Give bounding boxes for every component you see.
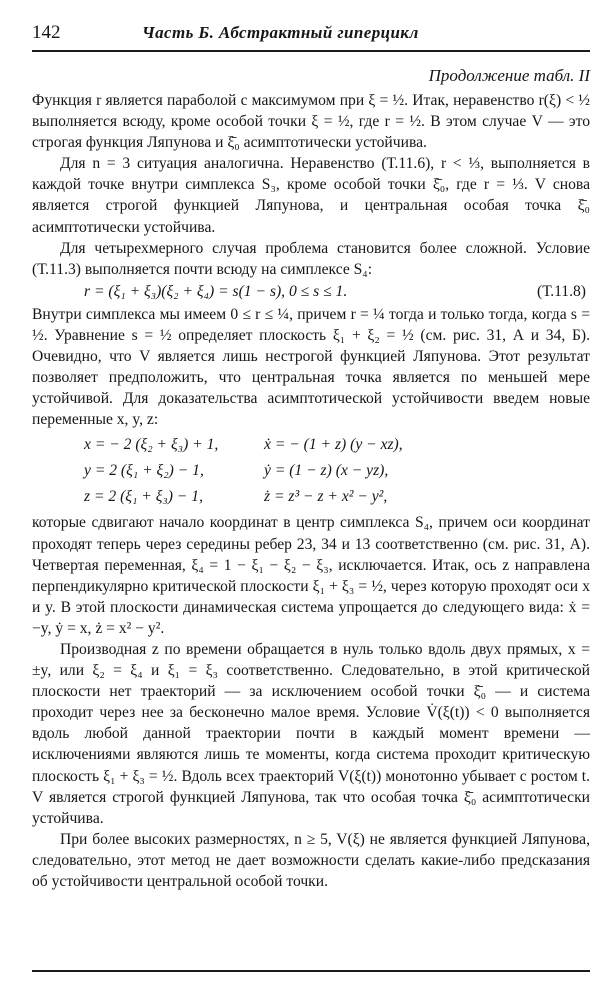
coordinate-system [32,432,590,510]
system-y-derivative: ẏ = (1 − z) (x − yz), [264,462,389,480]
running-title: Часть Б. Абстрактный гиперцикл [142,23,419,42]
system-y-definition: y = 2 (ξ₁ + ξ₂) − 1, [84,462,204,480]
paragraph-3: Для четырехмерного случая проблема становится более сложной. Условие (Т.11.3) выполняется почти всюду на симплексе S₄: [32,239,590,278]
system-row [84,458,590,484]
equation-t11-8 [32,280,590,304]
paragraph-5: которые сдвигают начало координат в центр симплекса S₄, причем оси координат проходят теперь через середины ребер 23, 34 и 13 соответственно (см. рис. 31, А). Четвертая переменная, ξ₄ = 1 − ξ₁ − ξ₂ − ξ₃, исключается. Итак, ось z направлена перпендикулярно критической плоскости ξ₁ + ξ₃ = ½, через которую проходят оси x и y. В этой плоскости динамическая система упрощается до следующего вида: ẋ = −y, ẏ = x, ż = x² − y². [32,514,590,637]
footer-rule [32,970,590,972]
system-x-derivative: ẋ = − (1 + z) (y − xz), [264,436,403,454]
system-z-derivative: ż = z³ − z + x² − y², [264,488,388,506]
paragraph-2: Для n = 3 ситуация аналогична. Неравенство (Т.11.6), r < ⅓, выполняется в каждой точке внутри симплекса S₃, кроме особой точки ξ̄₀, где r = ⅓. V снова является строгой функцией Ляпунова, и центральная особая точка ξ̄₀ асимптотически устойчива. [32,155,590,236]
paragraph-4: Внутри симплекса мы имеем 0 ≤ r ≤ ¼, причем r = ¼ тогда и только тогда, когда s = ½. Уравнение s = ½ определяет плоскость ξ₁ + ξ₂ = ½ (см. рис. 31, А и 34, Б). Очевидно, что V является лишь нестрогой функцией Ляпунова. Этот результат позволяет предположить, что центральная точка является по меньшей мере устойчивой. Для доказательства асимптотической устойчивости введем новые переменные x, y, z: [32,305,590,429]
equation-label: (Т.11.8) [537,282,586,300]
paragraph-7: При более высоких размерностях, n ≥ 5, V(ξ) не является функцией Ляпунова, следовательно, этот метод не дает возможности сделать какие-либо предсказания об устойчивости центральной особой точки. [32,830,590,890]
table-continuation-label: Продолжение табл. II [428,66,590,85]
book-page [32,22,590,972]
system-z-definition: z = 2 (ξ₁ + ξ₃) − 1, [84,488,204,506]
header-rule [32,50,590,52]
paragraph-1: Функция r является параболой с максимумом при ξ = ½. Итак, неравенство r(ξ) < ½ выполняется всюду, кроме особой точки ξ = ½, где r = ½. В этом случае V — это строгая функция Ляпунова и ξ̄₀ асимптотически устойчива. [32,92,590,152]
paragraph-6: Производная z по времени обращается в нуль только вдоль двух прямых, x = ±y, или ξ₂ = ξ₄ и ξ₁ = ξ₃ соответственно. Следовательно, в этой критической плоскости нет траекторий — за исключением особой точки ξ̄₀ — и система проходит через нее за бесконечно малое время. Условие V̇(ξ(t)) < 0 выполняется вдоль любой данной траектории почти в каждый момент времени — исключениями являются лишь те моменты, когда система проходит критическую плоскость ξ₁ + ξ₃ = ½. Вдоль всех траекторий V(ξ(t)) монотонно убывает с ростом t. V является строгой функцией Ляпунова, так что особая точка ξ̄₀ асимптотически устойчива. [32,640,590,827]
system-row [84,432,590,458]
page-header [32,22,590,48]
system-x-definition: x = − 2 (ξ₂ + ξ₃) + 1, [84,436,219,454]
system-row [84,484,590,510]
equation-expression: r = (ξ₁ + ξ₃)(ξ₂ + ξ₄) = s(1 − s), 0 ≤ s ≤ 1. [84,282,348,300]
page-number: 142 [32,22,61,43]
